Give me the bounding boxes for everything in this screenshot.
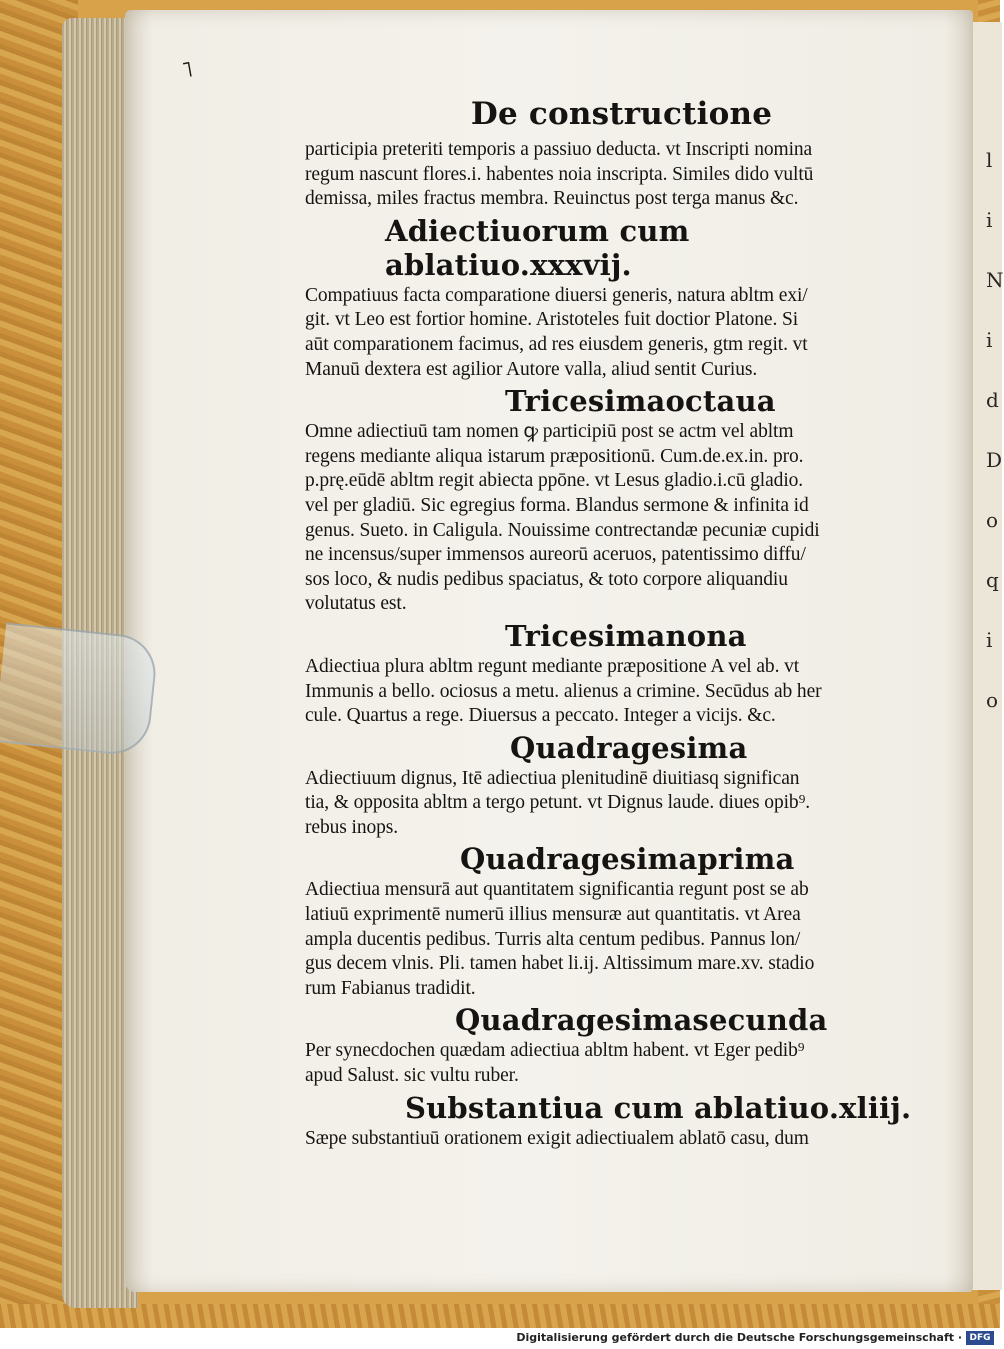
facing-glyph: l [986, 148, 993, 172]
text-line: participia preteriti temporis a passiuo deducta. vt Inscripti nomina [305, 139, 813, 160]
leather-cover-bottom [0, 1304, 1000, 1328]
text-line: Sæpe substantiuū orationem exigit adiectiualem ablatō casu, dum [305, 1127, 809, 1149]
section-heading: Quadragesimaprima [460, 842, 795, 877]
text-line: Per synecdochen quædam adiectiua abltm habent. vt Eger pedib⁹ [305, 1040, 805, 1062]
facing-glyph: q [986, 568, 999, 592]
page-mark: ˥ [179, 57, 195, 84]
text-line: Immunis a bello. ociosus a metu. alienus a crimine. Secūdus ab her [305, 680, 822, 702]
section [305, 214, 930, 382]
section-heading: Adiectiuorum cum ablatiuo.xxxvij. [385, 213, 690, 282]
intro-paragraph [305, 138, 930, 212]
text-line: cule. Quartus a rege. Diuersus a peccato. Integer a vicijs. &c. [305, 705, 776, 727]
text-line: tia, & opposita abltm a tergo petunt. vt Dignus laude. diues opib⁹. [305, 792, 811, 814]
text-line: Omne adiectiuū tam nomen ꝙ participiū post se actm vel abltm [305, 421, 794, 443]
section [305, 1091, 930, 1152]
text-line: Adiectiua plura abltm regunt mediante præpositione A vel ab. vt [305, 655, 800, 677]
text-line: Adiectiuum dignus, Itē adiectiua plenitudinē diuitiasq significan [305, 767, 800, 789]
text-line: ne incensus/super immensos aureorū aceruos, patentissimo diffu/ [305, 544, 806, 566]
page-content [305, 96, 930, 1151]
footer-bar [0, 1328, 1000, 1349]
section-heading: Substantiua cum ablatiuo.xliij. [405, 1090, 912, 1125]
text-line: rebus inops. [305, 816, 399, 838]
section-heading: Tricesimanona [505, 618, 747, 653]
text-line: aūt comparationem facimus, ad res eiusdem generis, gtm regit. vt [305, 333, 808, 355]
section-heading: Quadragesimasecunda [455, 1003, 828, 1038]
facing-glyph: i [986, 328, 993, 352]
sections [305, 214, 930, 1151]
text-line: regum nascunt flores.i. habentes noia inscripta. Similes dido vultū [305, 163, 814, 185]
facing-glyph: N [986, 268, 1004, 292]
section [305, 1003, 930, 1088]
section-heading: Tricesimaoctaua [505, 384, 776, 419]
bookmark-strip [0, 622, 159, 757]
text-line: Adiectiua mensurā aut quantitatem significantia regunt post se ab [305, 879, 809, 901]
section [305, 842, 930, 1001]
section [305, 619, 930, 729]
section [305, 731, 930, 841]
text-line: git. vt Leo est fortior homine. Aristoteles fuit doctior Platone. Si [305, 309, 799, 331]
section-heading: Quadragesima [510, 730, 748, 765]
dfg-logo: DFG [966, 1331, 994, 1345]
text-line: gus decem vlnis. Pli. tamen habet li.ij. Altissimum mare.xv. stadio [305, 953, 815, 975]
facing-page-text [986, 130, 1004, 730]
facing-glyph: i [986, 628, 993, 652]
text-line: sos loco, & nudis pedibus spaciatus, & toto corpore aliquandiu [305, 568, 788, 590]
section [305, 384, 930, 617]
text-line: regens mediante aliqua istarum præpositionū. Cum.de.ex.in. pro. [305, 445, 804, 467]
facing-glyph: d [986, 388, 999, 412]
text-line: vel per gladiū. Sic egregius forma. Blandus sermone & infinita id [305, 494, 809, 516]
text-line: volutatus est. [305, 593, 407, 615]
facing-glyph: i [986, 208, 993, 232]
text-line: Compatiuus facta comparatione diuersi generis, natura abltm exi/ [305, 284, 808, 306]
facing-glyph: D [986, 448, 1003, 472]
text-line: demissa, miles fractus membra. Reuinctus post terga manus &c. [305, 188, 799, 210]
text-line: latiuū exprimentē numerū illius mensuræ aut quantitatis. vt Area [305, 904, 801, 926]
text-line: genus. Sueto. in Caligula. Nouissime contrectandæ pecuniæ cupidi [305, 519, 820, 541]
text-line: apud Salust. sic vultu ruber. [305, 1065, 519, 1087]
facing-glyph: o [986, 508, 999, 532]
text-line: rum Fabianus tradidit. [305, 977, 476, 999]
text-line: p.prę.eūdē abltm regit abiecta ppōne. vt Lesus gladio.i.cū gladio. [305, 470, 804, 492]
facing-glyph: o [986, 688, 999, 712]
footer-credit: Digitalisierung gefördert durch die Deutsche Forschungsgemeinschaft · [516, 1331, 962, 1344]
text-line: Manuū dextera est agilior Autore valla, aliud sentit Curius. [305, 358, 758, 380]
running-head: De constructione [470, 96, 773, 132]
text-line: ampla ducentis pedibus. Turris alta centum pedibus. Pannus lon/ [305, 928, 801, 950]
